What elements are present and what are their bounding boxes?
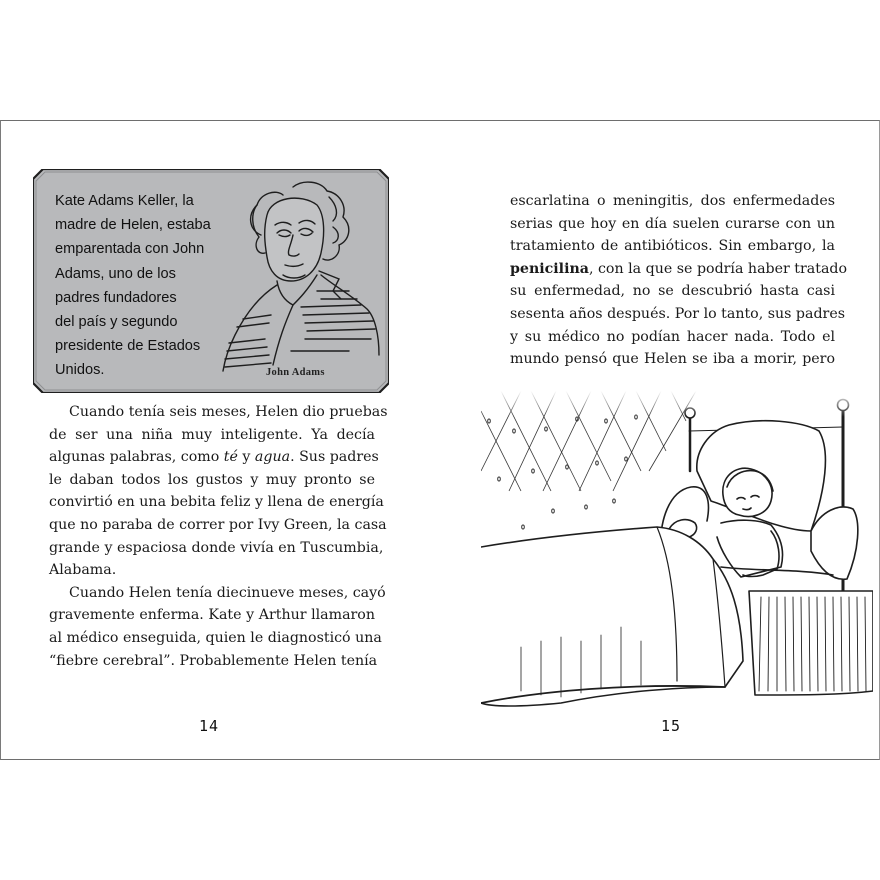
text-line: mundo pensó que Helen se iba a morir, pero	[510, 351, 835, 368]
portrait-caption: John Adams	[266, 367, 325, 378]
italic-word: té	[223, 449, 238, 466]
paragraph	[49, 401, 388, 582]
john-adams-portrait	[221, 175, 381, 375]
sidebar-line: emparentada con John	[55, 241, 205, 258]
text-line: convirtió en una bebita feliz y llena de energía	[49, 494, 384, 511]
text-line: su enfermedad, no se descubrió hasta casi	[510, 283, 835, 300]
text-line: “fiebre cerebral”. Probablemente Helen tenía	[49, 652, 378, 669]
text-line: serias que hoy en día suelen curarse con un	[510, 215, 835, 232]
text-line: al médico enseguida, quien le diagnosticó una	[49, 629, 382, 646]
text-line: grande y espaciosa donde vivía en Tuscumbia,	[49, 539, 384, 556]
italic-word: agua	[254, 449, 291, 466]
sidebar-box	[33, 169, 389, 393]
text-line: y su médico no podían hacer nada. Todo el	[510, 328, 835, 345]
book-spread	[0, 120, 880, 760]
paragraph	[49, 582, 386, 672]
sidebar-line: del país y segundo	[55, 314, 178, 331]
page-number: 15	[661, 717, 682, 735]
text-line: Cuando tenía seis meses, Helen dio pruebas	[69, 404, 388, 420]
text-line: tratamiento de antibióticos. Sin embargo, la	[510, 238, 835, 255]
sidebar-line: madre de Helen, estaba	[55, 217, 211, 234]
text-line: escarlatina o meningitis, dos enfermedades	[510, 193, 835, 209]
text-line: gravemente enferma. Kate y Arthur llamaron	[49, 607, 375, 624]
sidebar-line: Kate Adams Keller, la	[55, 193, 194, 209]
sidebar-line: Adams, uno de los	[55, 265, 176, 282]
text-line: Cuando Helen tenía diecinueve meses, cayó	[69, 584, 386, 601]
text-line-italic: algunas palabras, como té y agua. Sus padres	[49, 449, 379, 466]
sidebar-line: presidente de Estados	[55, 338, 201, 355]
text-line: sesenta años después. Por lo tanto, sus padres	[510, 305, 846, 322]
text-line: que no paraba de correr por Ivy Green, la casa	[49, 516, 387, 533]
left-body-text	[49, 401, 388, 672]
sidebar-line: Unidos.	[55, 362, 105, 379]
text-line: le daban todos los gustos y muy pronto se	[49, 471, 375, 488]
sidebar-line: padres fundadores	[55, 289, 177, 306]
right-body-text	[510, 190, 848, 371]
bold-term: penicilina	[510, 260, 589, 277]
page-number: 14	[199, 717, 220, 735]
right-page	[441, 121, 879, 759]
sick-child-illustration	[481, 391, 873, 713]
left-page	[1, 121, 441, 759]
text-line-bold: penicilina, con la que se podría haber tratado	[510, 260, 848, 277]
text-line: Alabama.	[49, 562, 117, 579]
text-line: de ser una niña muy inteligente. Ya decía	[49, 426, 375, 443]
